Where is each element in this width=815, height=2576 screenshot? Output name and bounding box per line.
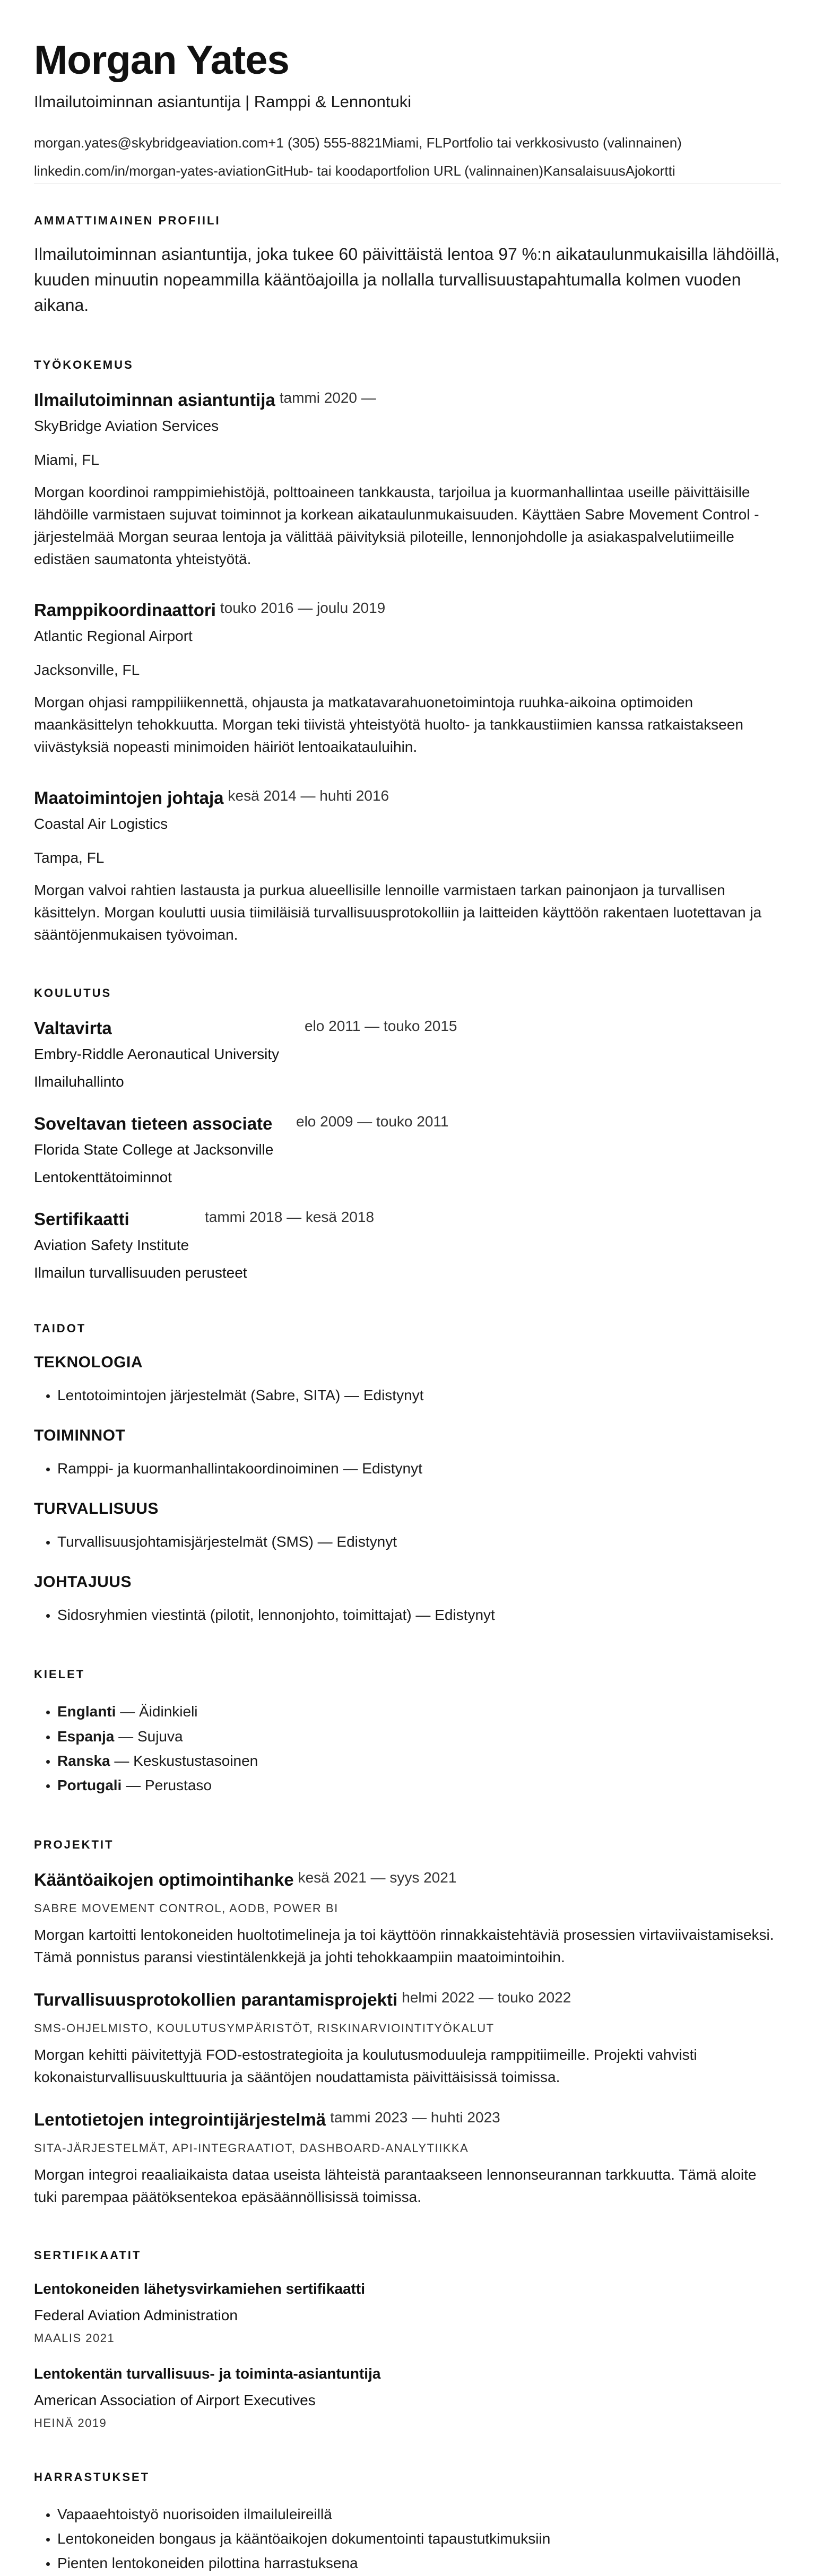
section-title-profile: AMMATTIMAINEN PROFIILI [34,213,221,227]
education-institution: Embry-Riddle Aeronautical University [34,1045,280,1062]
project-entry [34,1990,781,2088]
education-entry [34,1209,781,1281]
certification-name: Lentokoneiden lähetysvirkamiehen sertifikaatti [34,2280,365,2297]
skill-item: • Lentotoimintojen järjestelmät (Sabre, SITA) — Edistynyt [57,1383,781,1408]
language-item [57,1724,781,1749]
job-entry [34,600,781,758]
certification-entry [34,2280,781,2345]
project-description: Morgan kartoitti lentokoneiden huoltotimelineja ja toi käyttöön rinnakkaistehtäviä prosessien virtaviivaistamiseksi. Tämä ponnistus paransi viestintälenkkejä ja johti tehokkaampiin maatoimintoihin. [34,1927,774,1966]
education-institution: Aviation Safety Institute [34,1236,189,1253]
skill-item: • Turvallisuusjohtamisjärjestelmät (SMS) — Edistynyt [57,1530,781,1554]
job-entry [34,788,781,946]
job-description: Morgan koordinoi ramppimiehistöjä, polttoaineen tankkausta, tarjoilua ja kuormanhallintaa useille päivittäisille lähdöille varmistaen sujuvat toiminnot ja korkean aikataulunmukaisuuden. Käyttäen Sabre Movement Control -järjestelmää Morgan seuraa lentoja ja välittää päivityksiä piloteille, lennonjohdolle ja asiakaspalvelutiimeille edistäen saumatonta yhteistyötä. [34,483,759,567]
skill-category-title: TURVALLISUUS [34,1499,159,1517]
education-institution: Florida State College at Jacksonville [34,1141,274,1158]
project-description: Morgan kehitti päivitettyjä FOD-estostrategioita ja koulutusmoduuleja ramppitiimeille. Projekti vahvisti kokonaisturvallisuuskulttuuria ja sääntöjen noudattamista päivittäisissä toimissa. [34,2046,697,2086]
language-level: — Perustaso [122,1776,212,1793]
skill-category-title: TOIMINNOT [34,1426,126,1444]
project-technologies: SMS-OHJELMISTO, KOULUTUSYMPÄRISTÖT, RISKINARVIOINTITYÖKALUT [34,2022,495,2035]
job-title: Maatoimintojen johtaja [34,787,224,808]
education-degree: Valtavirta [34,1018,112,1038]
education-degree: Soveltavan tieteen associate [34,1113,273,1133]
job-description: Morgan ohjasi ramppiliikennettä, ohjausta ja matkatavarahuonetoimintoja ruuhka-aikoina optimoiden maankäsittelyn tehokkuutta. Morgan teki tiivistä yhteistyötä huolto- ja tankkaustiimien kanssa ratkaistakseen viivästyksiä nopeasti minimoiden häiriöt lentoaikatauluihin. [34,693,743,755]
candidate-name: Morgan Yates [34,38,289,83]
certification-issuer: American Association of Airport Executives [34,2392,316,2409]
project-title: Turvallisuusprotokollien parantamisprojekti [34,1990,398,2010]
section-title-skills: TAIDOT [34,1321,86,1335]
section-title-education: KOULUTUS [34,986,112,1000]
job-title: Ramppikoordinaattori [34,600,216,620]
skill-item: • Ramppi- ja kuormanhallintakoordinoiminen — Edistynyt [57,1456,781,1481]
contact-line-secondary: linkedin.com/in/morgan-yates-aviationGitHub- tai koodaportfolion URL (valinnainen)KansalaisuusAjokortti [34,162,675,179]
language-name: Espanja [57,1728,115,1745]
project-dates: tammi 2023 — huhti 2023 [330,2109,500,2126]
certification-date: MAALIS 2021 [34,2331,115,2345]
job-dates: tammi 2020 — [279,389,376,406]
skill-category-title: TEKNOLOGIA [34,1353,143,1371]
language-list [34,1699,781,1798]
section-title-hobbies: HARRASTUKSET [34,2470,150,2484]
education-dates: elo 2009 — touko 2011 [296,1113,449,1130]
project-technologies: SITA-JÄRJESTELMÄT, API-INTEGRAATIOT, DASHBOARD-ANALYTIIKKA [34,2141,469,2155]
education-degree: Sertifikaatti [34,1209,129,1229]
skill-category [34,1354,781,1408]
project-title: Kääntöaikojen optimointihanke [34,1870,294,1890]
education-field: Ilmailuhallinto [34,1073,124,1090]
language-item [57,1699,781,1724]
contact-line-primary: morgan.yates@skybridgeaviation.com+1 (305) 555-8821Miami, FLPortfolio tai verkkosivusto (valinnainen) [34,134,682,151]
job-company: Atlantic Regional Airport [34,627,193,644]
certification-entry [34,2365,781,2430]
job-company: SkyBridge Aviation Services [34,417,219,434]
language-level: — Keskustustasoinen [110,1752,258,1769]
language-item [57,1749,781,1773]
section-title-certifications: SERTIFIKAATIT [34,2249,142,2262]
skill-item: • Sidosryhmien viestintä (pilotit, lennonjohto, toimittajat) — Edistynyt [57,1603,781,1627]
hobby-item: • Vapaaehtoistyö nuorisoiden ilmailuleireillä [57,2502,781,2527]
candidate-headline: Ilmailutoiminnan asiantuntija | Ramppi & Lennontuki [34,92,412,111]
project-description: Morgan integroi reaaliaikaista dataa useista lähteistä parantaakseen lennonseurannan tarkkuutta. Tämä aloite tuki parempaa päätöksentekoa epäsäännöllisissä toimissa. [34,2166,757,2206]
project-technologies: SABRE MOVEMENT CONTROL, AODB, POWER BI [34,1902,339,1915]
job-description: Morgan valvoi rahtien lastausta ja purkua alueellisille lennoille varmistaen tarkan painonjaon ja turvallisen käsittelyn. Morgan koulutti uusia tiimiläisiä turvallisuusprotokolliin ja laitteiden käyttöön rakentaen luotettavan ja sääntöjenmukaisen työvoiman. [34,881,762,943]
job-location: Jacksonville, FL [34,661,140,678]
language-level: — Sujuva [114,1728,183,1745]
project-dates: helmi 2022 — touko 2022 [402,1989,571,2006]
section-title-languages: KIELET [34,1668,85,1681]
job-company: Coastal Air Logistics [34,815,168,832]
language-item [57,1773,781,1798]
project-entry [34,1870,781,1968]
education-field: Lentokenttätoiminnot [34,1168,172,1185]
education-field: Ilmailun turvallisuuden perusteet [34,1264,247,1281]
section-title-projects: PROJEKTIT [34,1838,114,1852]
hobby-item: • Pienten lentokoneiden pilottina harrastuksena [57,2551,781,2575]
job-dates: kesä 2014 — huhti 2016 [228,787,389,804]
job-location: Tampa, FL [34,849,105,866]
education-dates: tammi 2018 — kesä 2018 [205,1208,375,1225]
hobby-item: • Lentokoneiden bongaus ja kääntöaikojen dokumentointi tapaustutkimuksiin [57,2527,781,2551]
profile-summary: Ilmailutoiminnan asiantuntija, joka tukee 60 päivittäistä lentoa 97 %:n aikataulunmukaisilla lähdöillä, kuuden minuutin nopeammilla kääntöajoilla ja nollalla turvallisuustapahtumalla kolmen vuoden aikana. [34,244,780,315]
section-title-experience: TYÖKOKEMUS [34,358,134,371]
certification-issuer: Federal Aviation Administration [34,2307,238,2324]
job-location: Miami, FL [34,451,99,468]
education-entry [34,1114,781,1186]
skill-category [34,1500,781,1554]
job-title: Ilmailutoiminnan asiantuntija [34,389,275,410]
project-entry [34,2110,781,2208]
education-entry [34,1018,781,1090]
language-name: Englanti [57,1703,116,1720]
project-dates: kesä 2021 — syys 2021 [298,1869,457,1886]
certification-date: HEINÄ 2019 [34,2416,107,2430]
language-name: Portugali [57,1776,122,1793]
project-title: Lentotietojen integrointijärjestelmä [34,2110,326,2130]
certification-name: Lentokentän turvallisuus- ja toiminta-asiantuntija [34,2365,381,2382]
job-dates: touko 2016 — joulu 2019 [220,599,386,616]
hobby-list [34,2502,781,2576]
skill-category [34,1573,781,1627]
skill-category-title: JOHTAJUUS [34,1573,132,1591]
language-level: — Äidinkieli [116,1703,198,1720]
language-name: Ranska [57,1752,110,1769]
education-dates: elo 2011 — touko 2015 [305,1017,457,1034]
skill-category [34,1427,781,1481]
job-entry [34,390,781,570]
